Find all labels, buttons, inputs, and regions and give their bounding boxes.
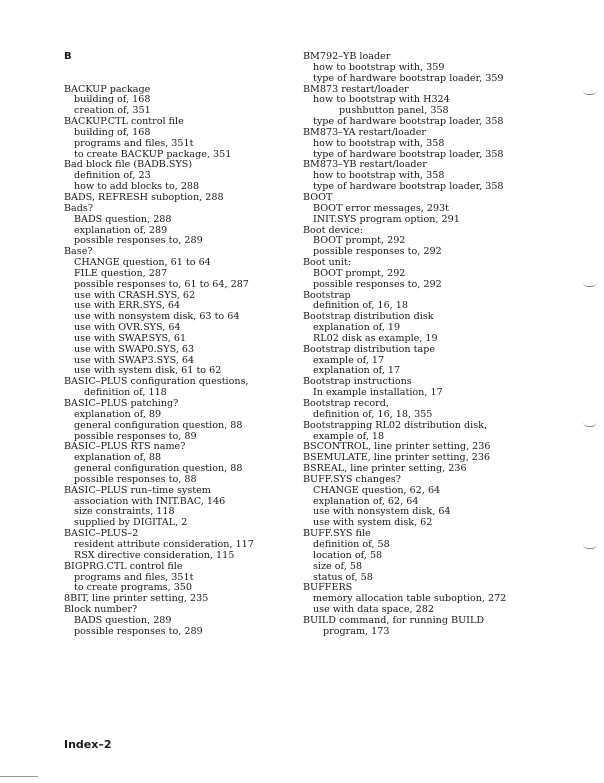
- index-subentry: definition of, 58: [313, 538, 390, 550]
- margin-mark: [583, 282, 597, 287]
- index-subentry: definition of, 16, 18, 355: [313, 408, 433, 420]
- index-subentry: association with INIT.BAC, 146: [74, 495, 226, 507]
- index-subentry: use with SWAP0.SYS, 63: [74, 343, 195, 355]
- index-subentry: FILE question, 287: [74, 267, 168, 279]
- index-subentry: use with nonsystem disk, 64: [313, 506, 451, 518]
- index-subentry: use with system disk, 61 to 62: [74, 365, 222, 377]
- index-subentry: how to add blocks to, 288: [74, 181, 200, 193]
- index-subentry: building of, 168: [74, 126, 151, 138]
- index-subentry: possible responses to, 289: [74, 625, 203, 637]
- index-subentry: use with data space, 282: [313, 604, 434, 616]
- index-subentry: to create programs, 350: [74, 582, 193, 594]
- index-entry: Bootstrap record,: [303, 398, 389, 409]
- index-subentry: use with system disk, 62: [313, 517, 433, 529]
- index-subentry: explanation of, 62, 64: [313, 495, 419, 507]
- index-subentry: type of hardware bootstrap loader, 358: [313, 181, 504, 193]
- index-entry: Boot unit:: [303, 257, 352, 269]
- index-subentry: explanation of, 89: [74, 408, 162, 420]
- index-subentry: explanation of, 17: [313, 365, 401, 377]
- index-entry: BM873 restart/loader: [303, 83, 409, 95]
- index-entry: Bads?: [64, 202, 93, 214]
- index-entry: BASIC–PLUS run–time system: [64, 484, 211, 496]
- index-subentry: explanation of, 289: [74, 224, 168, 236]
- index-entry: BM873–YB restart/loader: [303, 159, 427, 171]
- index-column-right: [303, 52, 506, 638]
- index-subentry: pushbutton panel, 358: [339, 105, 449, 117]
- index-subentry: size constraints, 118: [74, 506, 175, 518]
- index-subentry: building of, 168: [74, 94, 151, 106]
- index-entry: 8BIT, line printer setting, 235: [64, 593, 209, 605]
- index-entry: BUFF.SYS changes?: [303, 473, 401, 485]
- index-subentry: BADS question, 288: [74, 213, 172, 225]
- index-subentry: creation of, 351: [74, 105, 151, 117]
- index-subentry: BADS question, 289: [74, 614, 172, 626]
- index-entry: BACKUP.CTL control file: [64, 116, 184, 128]
- bottom-rule: [0, 776, 38, 777]
- index-entry: BM873–YA restart/loader: [303, 126, 426, 138]
- index-entry: BADS, REFRESH suboption, 288: [64, 191, 224, 203]
- index-entry: BASIC–PLUS RTS name?: [64, 441, 186, 453]
- index-subentry: definition of, 118: [84, 387, 167, 399]
- index-subentry: programs and files, 351t: [74, 571, 194, 583]
- index-subentry: explanation of, 88: [74, 452, 162, 464]
- index-entry: Bootstrap instructions: [303, 376, 412, 388]
- right-entries: [303, 52, 506, 638]
- index-subentry: to create BACKUP package, 351: [74, 148, 232, 160]
- index-subentry: how to bootstrap with H324: [313, 94, 450, 106]
- index-subentry: use with OVR.SYS, 64: [74, 322, 181, 334]
- index-subentry: possible responses to, 89: [74, 430, 197, 442]
- index-subentry: possible responses to, 88: [74, 473, 197, 485]
- index-subentry: In example installation, 17: [313, 387, 443, 399]
- index-entry: BSREAL, line printer setting, 236: [303, 463, 467, 475]
- index-entry: Block number?: [64, 604, 138, 616]
- index-subentry: how to bootstrap with, 359: [313, 61, 445, 73]
- index-subentry: RL02 disk as example, 19: [313, 332, 438, 344]
- index-entry: BOOT: [303, 191, 333, 203]
- margin-mark: [583, 422, 597, 427]
- index-subentry: use with SWAP3.SYS, 64: [74, 354, 195, 366]
- index-entry: BUFF.SYS file: [303, 528, 371, 540]
- index-entry: Bootstrap: [303, 289, 351, 301]
- index-subentry: example of, 18: [313, 430, 385, 442]
- index-entry: BASIC–PLUS–2: [64, 528, 139, 540]
- index-subentry: use with nonsystem disk, 63 to 64: [74, 311, 240, 323]
- section-letter: B: [64, 51, 72, 62]
- index-entry: Bootstrapping RL02 distribution disk,: [303, 419, 488, 431]
- index-subentry: possible responses to, 292: [313, 246, 442, 258]
- index-subentry: definition of, 16, 18: [313, 300, 408, 312]
- index-subentry: type of hardware bootstrap loader, 358: [313, 116, 504, 128]
- index-subentry: BOOT prompt, 292: [313, 267, 406, 279]
- index-entry: Bootstrap distribution tape: [303, 343, 436, 355]
- index-subentry: CHANGE question, 61 to 64: [74, 257, 211, 269]
- index-entry: Boot device:: [303, 224, 364, 236]
- left-entries: [64, 85, 254, 638]
- margin-mark: [583, 90, 597, 95]
- index-entry: BM792–YB loader: [303, 51, 391, 62]
- index-entry: Base?: [64, 246, 93, 258]
- index-subentry: BOOT error messages, 293t: [313, 202, 450, 214]
- index-subentry: type of hardware bootstrap loader, 359: [313, 72, 504, 84]
- index-subentry: possible responses to, 61 to 64, 287: [74, 278, 249, 290]
- index-subentry: program, 173: [323, 625, 390, 637]
- index-subentry: CHANGE question, 62, 64: [313, 484, 441, 496]
- page-number: Index–2: [64, 738, 112, 751]
- index-subentry: how to bootstrap with, 358: [313, 170, 445, 182]
- index-subentry: size of, 58: [313, 560, 363, 572]
- index-entry: BSEMULATE, line printer setting, 236: [303, 452, 491, 464]
- index-subentry: BOOT prompt, 292: [313, 235, 406, 247]
- index-subentry: INIT.SYS program option, 291: [313, 213, 460, 225]
- index-subentry: location of, 58: [313, 549, 383, 561]
- index-entry: BASIC–PLUS configuration questions,: [64, 376, 249, 388]
- index-subentry: memory allocation table suboption, 272: [313, 593, 507, 605]
- index-subentry: supplied by DIGITAL, 2: [74, 517, 188, 529]
- index-column-left: [64, 52, 254, 638]
- index-subentry: explanation of, 19: [313, 322, 401, 334]
- index-entry: BIGPRG.CTL control file: [64, 560, 183, 572]
- index-subentry: RSX directive consideration, 115: [74, 549, 235, 561]
- index-subentry: resident attribute consideration, 117: [74, 538, 254, 550]
- index-subentry: general configuration question, 88: [74, 463, 243, 475]
- index-subentry: definition of, 23: [74, 170, 151, 182]
- index-entry: BSCONTROL, line printer setting, 236: [303, 441, 491, 453]
- index-subentry: use with ERR.SYS, 64: [74, 300, 181, 312]
- index-entry: Bad block file (BADB.SYS): [64, 159, 193, 171]
- index-subentry: possible responses to, 292: [313, 278, 442, 290]
- index-entry: BUFFERS: [303, 582, 353, 594]
- index-entry: Bootstrap distribution disk: [303, 311, 434, 323]
- index-subentry: status of, 58: [313, 571, 373, 583]
- index-subentry: programs and files, 351t: [74, 137, 194, 149]
- index-entry: BASIC–PLUS patching?: [64, 398, 179, 409]
- index-entry: BACKUP package: [64, 83, 151, 95]
- index-subentry: use with SWAP.SYS, 61: [74, 332, 187, 344]
- index-subentry: possible responses to, 289: [74, 235, 203, 247]
- index-subentry: use with CRASH.SYS, 62: [74, 289, 196, 301]
- index-subentry: general configuration question, 88: [74, 419, 243, 431]
- margin-mark: [583, 544, 597, 549]
- index-subentry: how to bootstrap with, 358: [313, 137, 445, 149]
- index-subentry: type of hardware bootstrap loader, 358: [313, 148, 504, 160]
- index-subentry: example of, 17: [313, 354, 385, 366]
- index-entry: BUILD command, for running BUILD: [303, 614, 485, 626]
